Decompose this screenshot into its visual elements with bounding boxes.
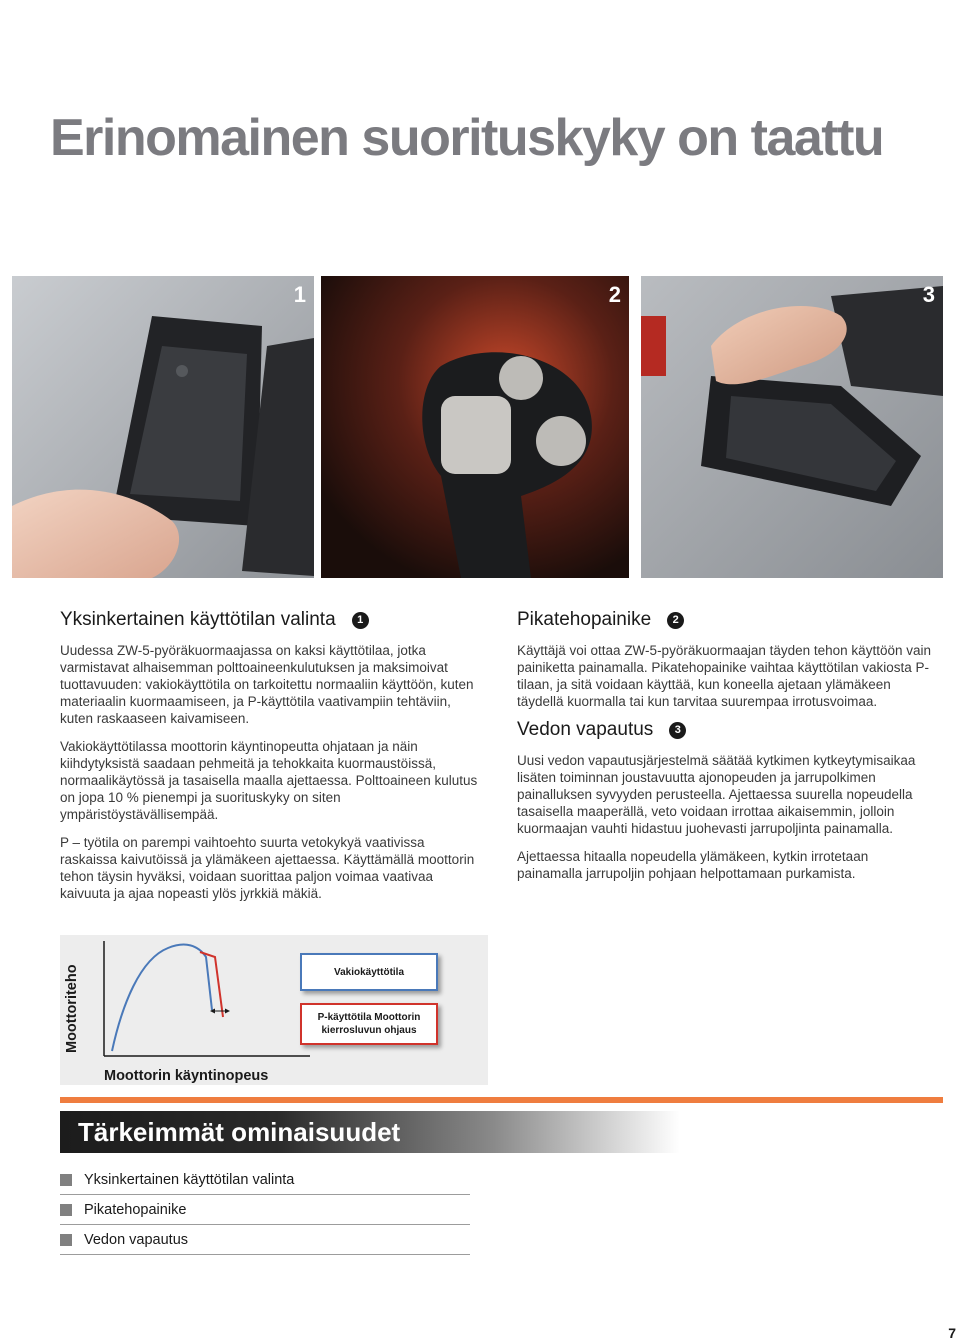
photo-number: 3 — [922, 282, 935, 307]
power-curve-graph — [60, 935, 488, 1085]
bullet-square-icon — [60, 1234, 72, 1246]
x-axis-label: Moottorin käyntinopeus — [104, 1068, 269, 1084]
number-badge: 2 — [667, 612, 684, 629]
photo-rocker-switch — [12, 276, 314, 578]
y-axis-label: Moottoriteho — [64, 964, 80, 1053]
right-column — [517, 609, 937, 882]
legend-label: Vakiokäyttötila — [333, 966, 405, 978]
bullet-square-icon — [60, 1174, 72, 1186]
paragraph: Uusi vedon vapautusjärjestelmä säätää kytkimen kytkeytymisaikaa lisäten toiminnan joustavuutta ajonopeuden ja jarrupolkimen painalluksen syvyyden perusteella. Ajettaessa suurella nopeudella tasaisella maaperällä, veto voidaan irrottaa aikaisemmin, jolloin kuormaajan vauhti hidastuu juohevasti jarrupoljinta painamalla. — [517, 753, 916, 836]
list-item-label: Vedon vapautus — [84, 1231, 189, 1248]
legend-label: P-käyttötila Moottorin kierrosluvun ohjaus — [317, 1012, 421, 1036]
number-badge: 1 — [352, 612, 369, 629]
paragraph: P – työtila on parempi vaihtoehto suurta vetokykyä vaativissa raskaissa kaivutöissä ja ylämäkeen ajettaessa. Käyttämällä moottorin tehon täysin hyväksi, voidaan suorittaa paljon voimaa vaativaa kaivuuta ja ajaa nopeasti ylös jyrkkiä mäkiä. — [60, 835, 475, 901]
bullet-square-icon — [60, 1204, 72, 1216]
list-item-label: Yksinkertainen käyttötilan valinta — [84, 1171, 295, 1188]
joystick-photo-art — [321, 276, 629, 578]
heading-text: Vedon vapautus — [517, 719, 654, 740]
paragraph: Uudessa ZW-5-pyöräkuormaajassa on kaksi käyttötilaa, jotka varmistavat alhaisemman polttoaineenkulutuksen ja maksimoivat tuottavuuden: vakiokäyttötila on tarkoitettu normaaliin käyttöön, kuten materiaalin kuormaamiseen, ja P-käyttötila vaativampiin tehtäviin, kuten raskaaseen kaivamiseen. — [60, 643, 474, 726]
legend-standard-mode — [300, 953, 438, 991]
section-heading — [517, 609, 937, 631]
section-heading — [60, 609, 480, 631]
photo-number: 1 — [293, 282, 306, 307]
accent-divider — [60, 1097, 943, 1103]
features-list — [60, 1165, 470, 1255]
list-item — [60, 1195, 470, 1225]
heading-text: Yksinkertainen käyttötilan valinta — [60, 609, 336, 630]
features-banner — [60, 1111, 680, 1153]
features-title: Tärkeimmät ominaisuudet — [78, 1117, 401, 1147]
legend-p-mode — [300, 1003, 438, 1045]
list-item — [60, 1165, 470, 1195]
rpm-control-arrow — [210, 1009, 230, 1014]
paragraph: Käyttäjä voi ottaa ZW-5-pyöräkuormaajan täyden tehon käyttöön vain painiketta painamalla. Pikatehopainike vaihtaa käyttötilan vakiosta P-tilaan, ja sitä voidaan käyttää, kun koneella ajetaan ylämäkeen täydellä kuormalla tai kun tarvitaa suurempaa irrotusvoimaa. — [517, 643, 931, 709]
number-badge: 3 — [669, 722, 686, 739]
heading-text: Pikatehopainike — [517, 609, 652, 630]
page-title: Erinomainen suorituskyky on taattu — [50, 109, 884, 167]
left-column — [60, 609, 480, 902]
list-item — [60, 1225, 470, 1255]
photo-mode-switch — [641, 276, 943, 578]
mode-switch-photo-art — [641, 276, 943, 578]
list-item-label: Pikatehopainike — [84, 1201, 187, 1218]
paragraph: Vakiokäyttötilassa moottorin käyntinopeutta ohjataan ja näin kiihdytyksistä saadaan pehmeitä ja tehokkaita kuormaustöissä, normaalikäytössä ja tasaisella maalla ajettaessa. Polttoaineen kulutus on jopa 10 % pienempi ja suorituskyky on siten ympäristöystävällisempää. — [60, 739, 478, 822]
photo-number: 2 — [608, 282, 621, 307]
standard-mode-curve — [112, 945, 212, 1051]
rocker-switch-photo-art — [12, 276, 314, 578]
photo-joystick — [321, 276, 629, 578]
page-number: 7 — [948, 1325, 956, 1341]
paragraph: Ajettaessa hitaalla nopeudella ylämäkeen, kytkin irrotetaan painamalla jarrupoljin pohjaan helpottamaan purkamista. — [517, 849, 869, 881]
section-heading — [517, 719, 937, 741]
